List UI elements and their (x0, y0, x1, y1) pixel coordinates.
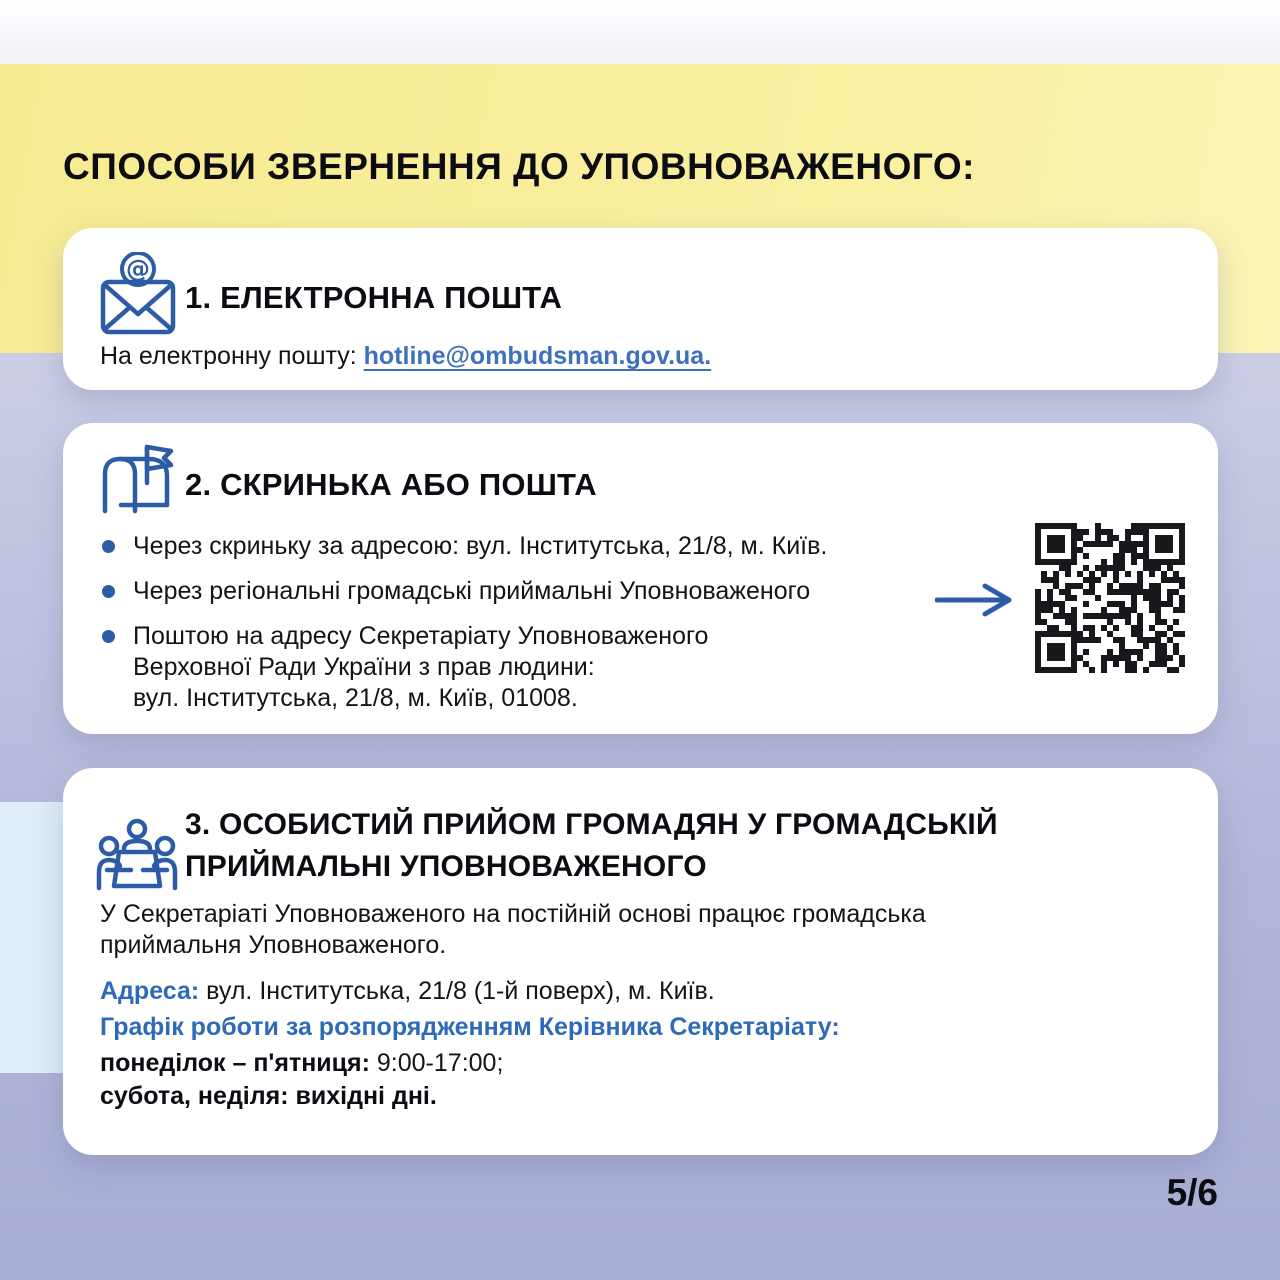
card-mailbox (63, 423, 1218, 734)
card-email-title: 1. ЕЛЕКТРОННА ПОШТА (185, 280, 563, 315)
card-mailbox-title: 2. СКРИНЬКА АБО ПОШТА (185, 467, 597, 502)
bullet-item-drop-box: Через скриньку за адресою: вул. Інститутська, 21/8, м. Київ. (100, 531, 930, 562)
right-arrow-icon (935, 583, 1013, 622)
mailbox-icon (97, 441, 177, 520)
bullet-dot (102, 540, 115, 553)
reception-description: У Секретаріаті Уповноваженого на постійній основі працює громадська приймальня Уповноваженого. (100, 900, 926, 959)
email-at-icon (99, 252, 177, 341)
card-email (63, 228, 1218, 390)
bullet-item-postal-mail: Поштою на адресу Секретаріату Уповноваженого Верховної Ради України з прав людини: вул. Інститутська, 21/8, м. Київ, 01008. (100, 621, 930, 714)
qr-code (1035, 523, 1185, 673)
address-label: Адреса: (100, 977, 200, 1005)
email-body-prefix: На електронну пошту: (100, 342, 364, 370)
svg-text:@: @ (126, 255, 150, 283)
bullet-item-regional-offices: Через регіональні громадські приймальні Уповноваженого (100, 576, 930, 607)
reception-weekend-hours: субота, неділя: вихідні дні. (100, 1082, 437, 1110)
people-meeting-icon (95, 816, 179, 897)
reception-weekday-hours: понеділок – п'ятниця: 9:00-17:00; (100, 1049, 504, 1077)
reception-schedule-heading: Графік роботи за розпорядженням Керівника Секретаріату: (100, 1013, 840, 1041)
bullet-dot (102, 630, 115, 643)
top-white-strip (0, 0, 1280, 64)
mailbox-bullet-list (100, 531, 930, 728)
page-title: СПОСОБИ ЗВЕРНЕННЯ ДО УПОВНОВАЖЕНОГО: (63, 146, 975, 187)
email-link[interactable]: hotline@ombudsman.gov.ua. (363, 342, 712, 370)
page-indicator: 5/6 (1166, 1172, 1218, 1213)
card-reception (63, 768, 1218, 1155)
light-blue-patch (0, 802, 64, 1073)
card-email-body (100, 342, 711, 371)
bullet-dot (102, 585, 115, 598)
reception-address: Адреса: вул. Інститутська, 21/8 (1-й поверх), м. Київ. (100, 977, 715, 1005)
card-reception-title: 3. ОСОБИСТИЙ ПРИЙОМ ГРОМАДЯН У ГРОМАДСЬКІЙ ПРИЙМАЛЬНІ УПОВНОВАЖЕНОГО (185, 808, 998, 883)
